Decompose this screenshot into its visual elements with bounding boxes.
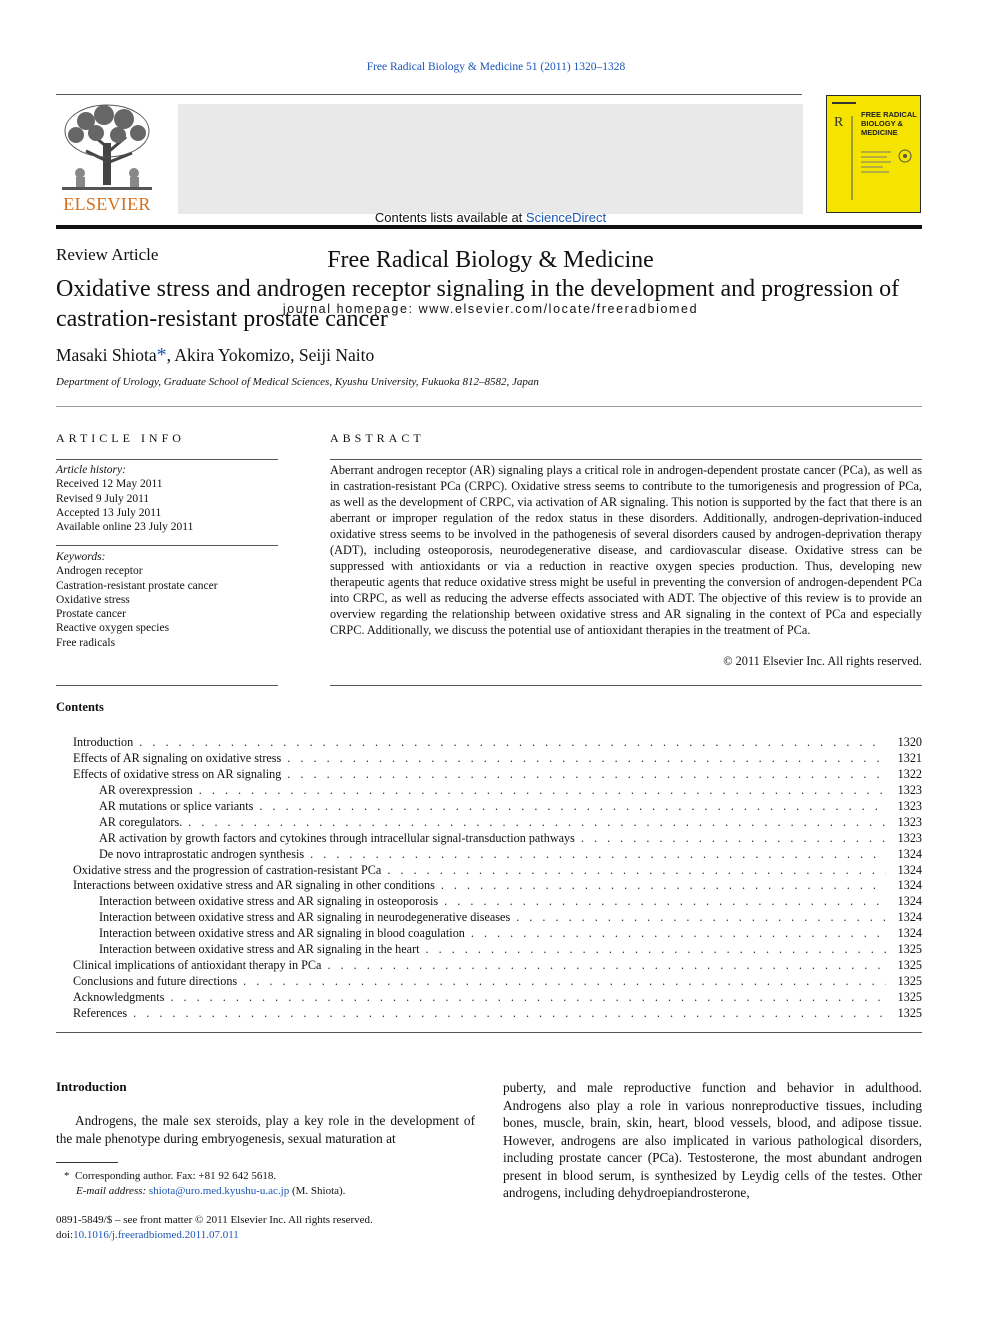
toc-entry[interactable] — [56, 815, 922, 831]
toc-entry-page: 1322 — [897, 766, 922, 781]
coauthor-names: , Akira Yokomizo, Seiji Naito — [166, 345, 375, 365]
toc-entry-page: 1323 — [897, 814, 922, 829]
author-list — [56, 344, 374, 367]
toc-entry[interactable] — [56, 735, 922, 751]
toc-entry[interactable] — [56, 894, 922, 910]
toc-entry[interactable] — [56, 831, 922, 847]
article-info-heading: ARTICLE INFO — [56, 431, 185, 445]
toc-dot-leader — [243, 974, 886, 990]
toc-dot-leader — [287, 751, 886, 767]
introduction-column-1: Androgens, the male sex steroids, play a key role in the development of the male phenotype during embryogenesis, sexual maturation at — [56, 1113, 475, 1146]
toc-dot-leader — [471, 926, 886, 942]
toc-entry-page: 1325 — [897, 1005, 922, 1020]
header-thick-rule — [56, 225, 922, 229]
toc-entry[interactable] — [56, 942, 922, 958]
toc-entry-page: 1324 — [897, 910, 922, 925]
introduction-column-2: puberty, and male reproductive function and behavior in adulthood. Androgens also play a role in various nonreproductive tissues, including bones, muscle, brain, skin, heart, blood vessels, blood, and adipose tissue. However, androgens are also implicated in various pathological disorders, including prostate cancer (PCa). Testosterone, the most abundant androgen present in blood serum, is synthesized by Leydig cells of the testes. Other androgens, including dehydroepiandrosterone, — [503, 1080, 922, 1200]
keywords — [56, 550, 278, 650]
footnote — [56, 1169, 475, 1199]
journal-title: Free Radical Biology & Medicine — [327, 247, 654, 273]
toc-dot-leader — [133, 1006, 886, 1022]
toc-dot-leader — [259, 799, 886, 815]
author-name[interactable]: Masaki Shiota — [56, 345, 157, 365]
cover-seal-icon — [897, 148, 913, 164]
doi-link[interactable]: 10.1016/j.freeradbiomed.2011.07.011 — [73, 1229, 239, 1241]
toc-entry-page: 1320 — [897, 735, 922, 749]
toc-entry-title[interactable]: Oxidative stress and the progression of castration-resistant PCa — [73, 862, 382, 877]
toc-entry[interactable] — [56, 799, 922, 815]
header-rule — [56, 94, 802, 95]
toc-entry-page: 1325 — [897, 942, 922, 957]
cover-title: FREE RADICAL BIOLOGY & MEDICINE — [861, 110, 917, 137]
toc-entry-title[interactable]: Introduction — [73, 735, 134, 749]
toc-entry-title[interactable]: AR mutations or splice variants — [99, 798, 254, 813]
abstract-rule — [330, 459, 922, 460]
doi-line — [56, 1228, 373, 1243]
history-item: Accepted 13 July 2011 — [56, 506, 162, 519]
toc-entry[interactable] — [56, 958, 922, 974]
journal-cover-thumbnail[interactable] — [826, 95, 921, 213]
table-of-contents — [56, 735, 922, 1022]
toc-dot-leader — [310, 847, 886, 863]
toc-entry-page: 1321 — [897, 750, 922, 765]
sciencedirect-link[interactable]: ScienceDirect — [525, 210, 607, 225]
toc-entry[interactable] — [56, 974, 922, 990]
affiliation: Department of Urology, Graduate School of Medical Sciences, Kyushu University, Fukuoka 812–8582, Japan — [56, 376, 539, 388]
toc-entry-title[interactable]: Clinical implications of antioxidant therapy in PCa — [73, 958, 322, 973]
toc-entry[interactable] — [56, 863, 922, 879]
issn-line: 0891-5849/$ – see front matter © 2011 Elsevier Inc. All rights reserved. — [56, 1214, 373, 1226]
svg-text:R: R — [834, 115, 844, 130]
keyword: Reactive oxygen species — [56, 622, 170, 635]
email-label: E-mail address: — [76, 1185, 147, 1197]
abstract-heading: ABSTRACT — [330, 431, 425, 445]
toc-entry-page: 1324 — [897, 926, 922, 941]
toc-dot-leader — [199, 783, 886, 799]
keyword: Oxidative stress — [56, 593, 130, 606]
journal-homepage[interactable]: journal homepage: www.elsevier.com/locate/freeradbiomed — [282, 302, 699, 316]
toc-dot-leader — [444, 894, 886, 910]
toc-entry-page: 1323 — [897, 782, 922, 797]
footnote-mark: * — [64, 1170, 70, 1182]
toc-dot-leader — [516, 910, 886, 926]
elsevier-logo[interactable] — [56, 103, 158, 215]
article-history — [56, 463, 278, 534]
toc-entry-page: 1323 — [897, 830, 922, 845]
article-title: Oxidative stress and androgen receptor signaling in the development and progression of castration-resistant prostate cancer — [56, 276, 900, 332]
toc-entry-page: 1324 — [897, 846, 922, 861]
contents-heading: Contents — [56, 700, 104, 714]
footnote-rule — [56, 1162, 118, 1163]
toc-entry-title[interactable]: References — [73, 1005, 128, 1020]
toc-dot-leader — [426, 942, 886, 958]
toc-entry-page: 1324 — [897, 862, 922, 877]
toc-entry[interactable] — [56, 910, 922, 926]
toc-entry-title[interactable]: Interactions between oxidative stress and AR signaling in other conditions — [73, 878, 435, 893]
toc-dot-leader — [188, 815, 886, 831]
toc-entry[interactable] — [56, 847, 922, 863]
toc-entry[interactable] — [56, 990, 922, 1006]
toc-entry-title[interactable]: Effects of oxidative stress on AR signaling — [73, 766, 282, 781]
toc-entry-title[interactable]: Conclusions and future directions — [73, 974, 238, 989]
toc-entry-title[interactable]: AR activation by growth factors and cytokines through intracellular signal-transduction pathways — [99, 830, 575, 845]
keywords-label: Keywords: — [56, 551, 106, 563]
toc-entry-title[interactable]: Acknowledgments — [73, 990, 165, 1004]
toc-entry-page: 1323 — [897, 798, 922, 813]
toc-entry[interactable] — [56, 878, 922, 894]
history-item: Received 12 May 2011 — [56, 478, 163, 491]
toc-entry-title[interactable]: Interaction between oxidative stress and AR signaling in blood coagulation — [99, 926, 465, 941]
corresponding-author-text: Corresponding author. Fax: +81 92 642 5618. — [75, 1170, 277, 1182]
toc-dot-leader — [287, 767, 886, 783]
keyword: Free radicals — [56, 636, 116, 649]
history-item: Revised 9 July 2011 — [56, 492, 150, 505]
corresponding-author-mark[interactable]: * — [156, 344, 167, 366]
toc-entry-title[interactable]: Interaction between oxidative stress and AR signaling in osteoporosis — [99, 894, 439, 909]
toc-entry[interactable] — [56, 767, 922, 783]
keyword: Castration-resistant prostate cancer — [56, 579, 218, 592]
abstract-text: Aberrant androgen receptor (AR) signaling plays a critical role in androgen-dependent prostate cancer (PCa), as well as in castration-resistant PCa (CRPC). Oxidative stress seems to contribute to the tumorigenesis and progression of PCa, as well as the development of CRPC, via activation of AR signaling. This notion is supported by the fact that there is an aberrant or improper regulation of the redox status in these disorders. Additionally, androgen-deprivation-induced oxidative stress seems to be involved in the pathogenesis of several disorders caused by androgen-deprivation therapy (ADT), including osteoporosis, neurodegenerative disease, and cardiovascular disease. Oxidative stress can be suppressed with antioxidants or via a reduction in reactive oxygen species production. Thus, developing new therapeutic agents that reduce oxidative stress might be useful in preventing the conversion of androgen-dependent PCa into CRPC, as well as reducing the adverse effects associated with ADT. The objective of this review is to provide an overview regarding the relationship between oxidative stress and AR signaling in the context of PCa and especially CRPC. Additionally, we discuss the potential use of antioxidant therapies in the treatment of PCa. — [330, 463, 922, 637]
copyright: © 2011 Elsevier Inc. All rights reserved. — [723, 654, 922, 668]
cover-emblem-icon — [832, 102, 858, 202]
toc-entry-title[interactable]: Effects of AR signaling on oxidative stress — [73, 750, 282, 765]
toc-entry-title[interactable]: Interaction between oxidative stress and AR signaling in the heart — [99, 942, 420, 957]
affiliation-rule — [56, 406, 922, 407]
article-info-rule — [56, 459, 278, 460]
email-suffix: (M. Shiota). — [291, 1185, 346, 1197]
cover-text-lines-icon — [861, 150, 895, 180]
email-link[interactable]: shiota@uro.med.kyushu-u.ac.jp — [148, 1185, 290, 1197]
toc-entry[interactable] — [56, 1006, 922, 1022]
toc-dot-leader — [139, 735, 886, 751]
article-info-rule — [56, 685, 278, 686]
toc-entry-page: 1325 — [897, 958, 922, 973]
keyword: Androgen receptor — [56, 565, 143, 578]
elsevier-wordmark: ELSEVIER — [63, 194, 151, 214]
toc-entry-title[interactable]: De novo intraprostatic androgen synthesis — [99, 846, 305, 861]
toc-entry-page: 1325 — [897, 974, 922, 989]
toc-dot-leader — [170, 990, 886, 1006]
article-info-rule — [56, 545, 278, 546]
contents-rule — [56, 1032, 922, 1033]
corresponding-author-note — [56, 1169, 475, 1184]
journal-citation[interactable]: Free Radical Biology & Medicine 51 (2011) 1320–1328 — [366, 61, 626, 73]
keyword: Prostate cancer — [56, 608, 126, 621]
history-label: Article history: — [56, 464, 126, 476]
elsevier-tree-icon — [56, 103, 158, 195]
toc-dot-leader — [581, 831, 886, 847]
toc-dot-leader — [441, 878, 886, 894]
abstract-rule — [330, 685, 922, 686]
toc-entry-page: 1324 — [897, 894, 922, 909]
toc-entry[interactable] — [56, 926, 922, 942]
front-matter — [56, 1213, 373, 1243]
toc-entry[interactable] — [56, 783, 922, 799]
toc-dot-leader — [387, 863, 886, 879]
doi-label: doi: — [56, 1229, 74, 1241]
toc-entry-page: 1325 — [897, 990, 922, 1004]
introduction-heading: Introduction — [56, 1079, 127, 1094]
toc-entry-title[interactable]: Interaction between oxidative stress and AR signaling in neurodegenerative diseases — [99, 910, 511, 925]
history-item: Available online 23 July 2011 — [56, 521, 194, 534]
contents-availability: Contents lists available at ScienceDirect — [374, 210, 607, 225]
toc-entry-page: 1324 — [897, 878, 922, 893]
email-note — [56, 1184, 475, 1199]
toc-dot-leader — [327, 958, 886, 974]
article-type: Review Article — [56, 245, 159, 264]
toc-entry[interactable] — [56, 751, 922, 767]
toc-entry-title[interactable]: AR coregulators. — [99, 814, 183, 829]
toc-entry-title[interactable]: AR overexpression — [99, 782, 193, 797]
